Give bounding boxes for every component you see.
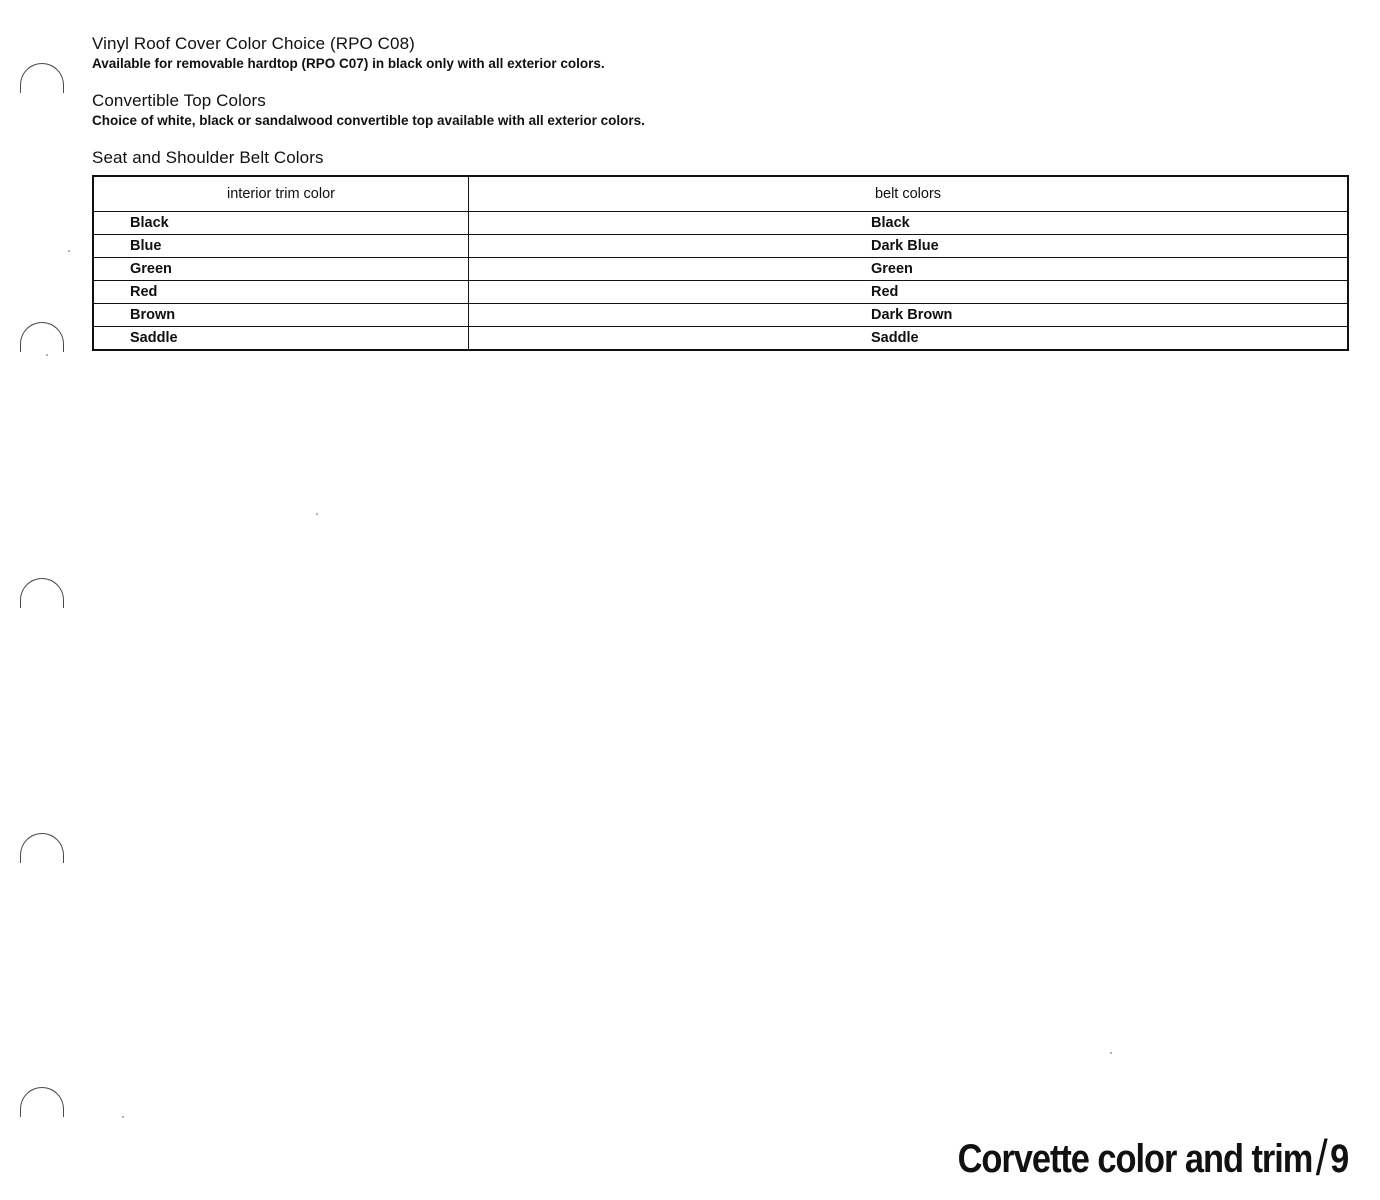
- belt-colors-section: [92, 148, 324, 168]
- column-header-interior-trim: interior trim color: [93, 176, 469, 212]
- scan-speck: [316, 513, 318, 515]
- belt-color-cell: Saddle: [469, 327, 1349, 351]
- binder-hole-arc: [20, 1087, 64, 1117]
- table-row: [93, 327, 1348, 351]
- vinyl-roof-title: Vinyl Roof Cover Color Choice (RPO C08): [92, 34, 415, 53]
- table-header-row: [93, 176, 1348, 212]
- binder-hole-arc: [20, 578, 64, 608]
- scan-speck: [46, 354, 48, 356]
- binder-hole-arc: [20, 322, 64, 352]
- binder-hole-arc: [20, 63, 64, 93]
- belt-color-cell: Black: [469, 212, 1349, 235]
- belt-color-cell: Green: [469, 258, 1349, 281]
- page-number: 9: [1329, 1137, 1348, 1181]
- table-row: [93, 235, 1348, 258]
- belt-color-cell: Dark Brown: [469, 304, 1349, 327]
- table-row: [93, 281, 1348, 304]
- interior-trim-cell: Blue: [93, 235, 469, 258]
- interior-trim-cell: Saddle: [93, 327, 469, 351]
- footer-title-text: Corvette color and trim: [957, 1137, 1313, 1181]
- column-header-belt-colors: belt colors: [469, 176, 1349, 212]
- footer-slash: /: [1315, 1130, 1327, 1186]
- belt-color-cell: Red: [469, 281, 1349, 304]
- page-footer-title: [957, 1126, 1348, 1184]
- convertible-top-description: Choice of white, black or sandalwood convertible top available with all exterior colors.: [92, 113, 645, 128]
- interior-trim-cell: Brown: [93, 304, 469, 327]
- interior-trim-cell: Black: [93, 212, 469, 235]
- interior-trim-cell: Red: [93, 281, 469, 304]
- table-row: [93, 258, 1348, 281]
- table-row: [93, 304, 1348, 327]
- belt-colors-title: Seat and Shoulder Belt Colors: [92, 148, 324, 167]
- belt-colors-table: [92, 175, 1349, 351]
- vinyl-roof-section: [92, 34, 605, 72]
- convertible-top-title: Convertible Top Colors: [92, 91, 266, 110]
- belt-color-cell: Dark Blue: [469, 235, 1349, 258]
- interior-trim-cell: Green: [93, 258, 469, 281]
- scan-speck: [1110, 1052, 1112, 1054]
- scan-speck: [122, 1116, 124, 1118]
- vinyl-roof-description: Available for removable hardtop (RPO C07) in black only with all exterior colors.: [92, 56, 605, 71]
- binder-hole-arc: [20, 833, 64, 863]
- convertible-top-section: [92, 91, 645, 129]
- scan-speck: [68, 250, 70, 252]
- table-row: [93, 212, 1348, 235]
